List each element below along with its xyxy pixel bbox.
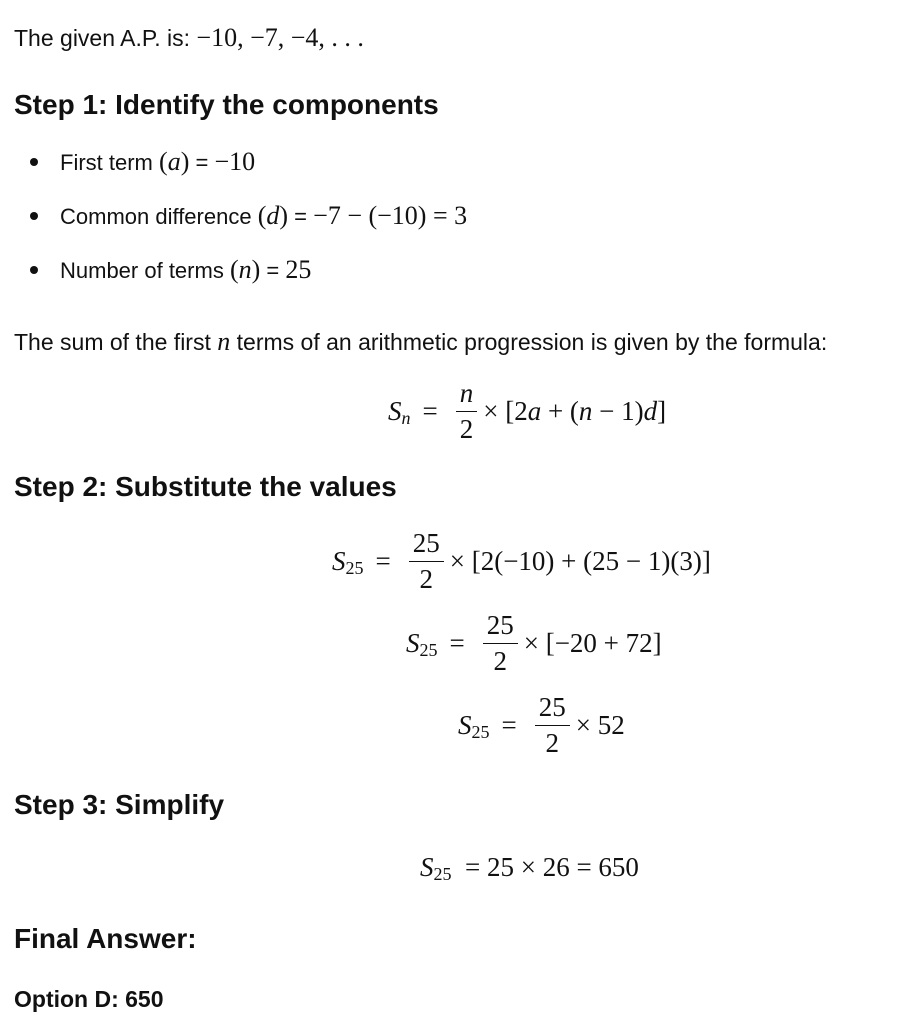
step3-heading: Step 3: Simplify — [14, 789, 225, 820]
bullet-label: Common difference — [60, 204, 252, 229]
bullet-var: n — [238, 255, 252, 284]
substitution-line-3: S 25 = $\frac{25}{2}$ × 52 — [458, 692, 625, 758]
bullet-first-term: First term ( a ) = −10 — [30, 148, 255, 177]
bullet-value: −10 — [214, 147, 256, 176]
bullet-common-difference: Common difference ( d ) = −7 − (−10) = 3 — [30, 202, 467, 231]
bullet-var: d — [266, 201, 280, 230]
substitution-line-1: S 25 = $\frac{25}{2}$ × [2(−10) + (25 − 1)(3)] — [332, 528, 711, 594]
simplify-line: S 25 = 25 × 26 = 650 — [420, 852, 639, 884]
fraction: $\frac{25}{2}$ — [483, 612, 518, 675]
intro-sequence: −10, −7, −4, . . . — [196, 23, 364, 52]
fraction: $\frac{25}{2}$ — [409, 530, 444, 593]
substitution-line-2: S 25 = $\frac{25}{2}$ × [−20 + 72] — [406, 610, 662, 676]
bullet-number-of-terms: Number of terms ( n ) = 25 — [30, 256, 311, 285]
step2-heading: Step 2: Substitute the values — [14, 471, 397, 502]
bullet-dot — [30, 266, 38, 274]
final-answer: Option D: 650 — [14, 986, 164, 1012]
final-heading: Final Answer: — [14, 923, 197, 954]
bullet-label: Number of terms — [60, 258, 224, 283]
step1-heading: Step 1: Identify the components — [14, 89, 439, 120]
bullet-eq: = — [266, 258, 280, 283]
sum-formula: S n = $\frac{n}{2}$ × [2 a + ( n − 1) d ] — [388, 378, 667, 444]
bullet-eq: = — [195, 150, 209, 175]
bullet-var: a — [167, 147, 181, 176]
bullet-value: −7 − (−10) = 3 — [313, 201, 468, 230]
intro-label: The given A.P. is: — [14, 25, 191, 51]
intro-line — [14, 24, 364, 52]
bullet-dot — [30, 158, 38, 166]
bullet-eq: = — [294, 204, 308, 229]
bullet-value: 25 — [285, 255, 312, 284]
formula-intro: The sum of the first n terms of an arithmetic progression is given by the formula: — [14, 327, 828, 356]
fraction: $\frac{25}{2}$ — [535, 694, 570, 757]
bullet-label: First term — [60, 150, 153, 175]
formula-fraction: $\frac{n}{2}$ — [456, 380, 478, 443]
bullet-dot — [30, 212, 38, 220]
